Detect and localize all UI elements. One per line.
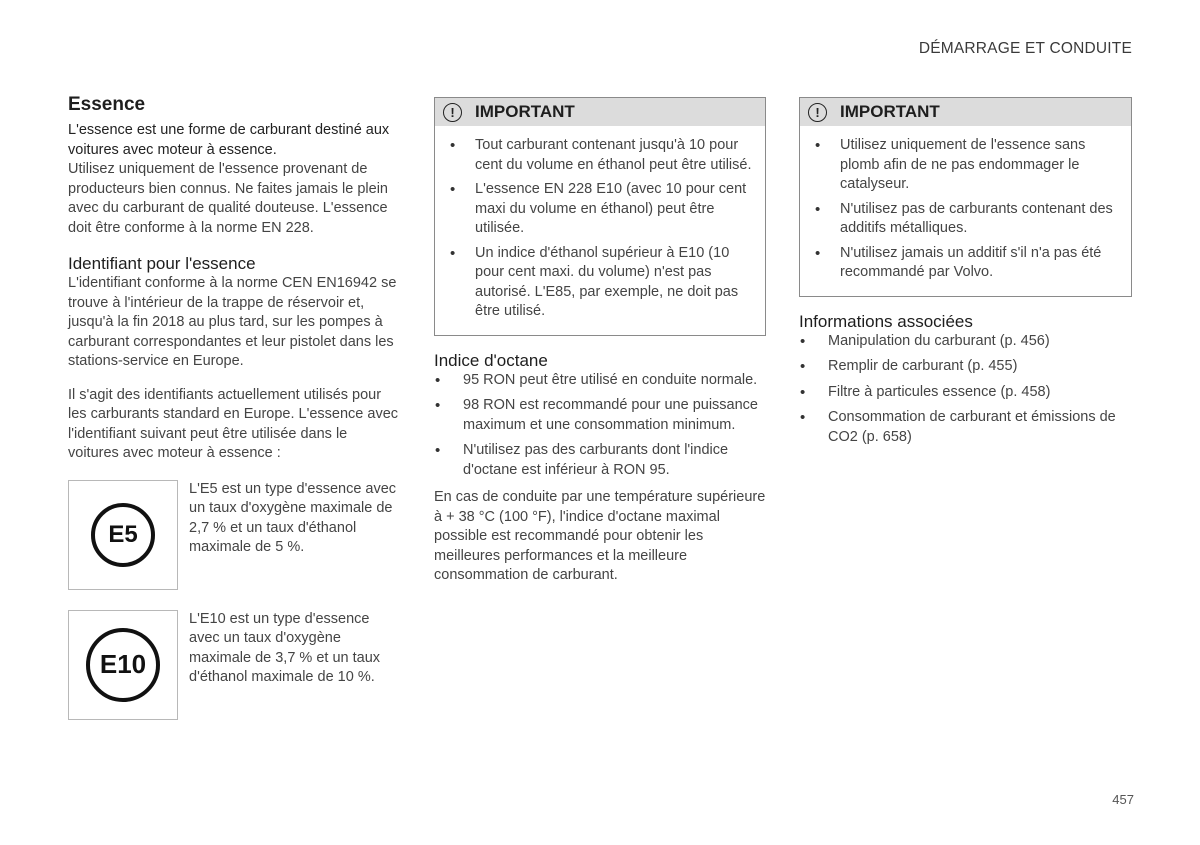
list-item: • Utilisez uniquement de l'essence sans plomb afin de ne pas endommager le catalyseur. [814,136,1121,195]
important-box [434,97,766,336]
important-list [435,126,765,335]
list-item: • 95 RON peut être utilisé en conduite normale. [434,371,766,391]
related-link[interactable]: • Consommation de carburant et émissions de CO2 (p. 658) [799,408,1132,447]
list-item: • L'essence EN 228 E10 (avec 10 pour cent maxi du volume en éthanol) peut être utilisée. [449,180,755,239]
important-title: IMPORTANT [475,102,575,121]
e10-badge-icon: E10 [86,628,160,702]
paragraph: Utilisez uniquement de l'essence provenant de producteurs bien connus. Ne faites jamais le plein avec du carburant de qualité douteuse. L'essence doit être conforme à la norme EN 228. [68,161,388,236]
intro-text: L'essence est une forme de carburant destiné aux voitures avec moteur à essence. [68,122,390,158]
e5-badge-icon: E5 [91,503,155,567]
list-item: • Tout carburant contenant jusqu'à 10 pour cent du volume en éthanol peut être utilisé. [449,136,755,175]
fuel-label-box [68,480,178,590]
fuel-description: L'E5 est un type d'essence avec un taux d'oxygène maximale de 2,7 % et un taux d'éthanol maximale de 5 %. [189,480,397,555]
column-octane [434,97,766,586]
paragraph: En cas de conduite par une température supérieure à + 38 °C (100 °F), l'indice d'octane maximal possible est recommandé pour obtenir les meilleures performances et la meilleure consommation de carburant. [434,489,766,583]
column-related [799,97,1132,453]
list-item: • N'utilisez pas de carburants contenant des additifs métalliques. [814,200,1121,239]
section-title: Essence [68,94,146,115]
fuel-label-box [68,610,178,720]
warning-icon: ! [443,103,462,122]
warning-icon: ! [808,103,827,122]
important-header [800,98,1131,126]
identifier-heading: Identifiant pour l'essence [68,254,256,273]
running-header: DÉMARRAGE ET CONDUITE [918,40,1132,57]
important-header [435,98,765,126]
column-essence [68,94,400,720]
important-box [799,97,1132,297]
fuel-e10-row [68,610,400,720]
page-number: 457 [1112,792,1134,807]
list-item: • Un indice d'éthanol supérieur à E10 (10 pour cent maxi. du volume) n'est pas autorisé. L'E85, par exemple, ne doit pas être utilisé. [449,244,755,322]
related-heading: Informations associées [799,311,973,331]
paragraph: Il s'agit des identifiants actuellement utilisés pour les carburants standard en Europe. L'essence avec l'identifiant suivant peut être utilisée dans le voitures avec moteur à essence : [68,386,399,461]
fuel-e5-row [68,480,400,590]
important-title: IMPORTANT [840,102,940,121]
related-link[interactable]: • Filtre à particules essence (p. 458) [799,383,1132,403]
important-list [800,126,1131,296]
list-item: • 98 RON est recommandé pour une puissance maximum et une consommation minimum. [434,396,766,435]
fuel-description: L'E10 est un type d'essence avec un taux d'oxygène maximale de 3,7 % et un taux d'éthanol maximale de 10 %. [189,610,381,685]
list-item: • N'utilisez pas des carburants dont l'indice d'octane est inférieur à RON 95. [434,441,766,480]
octane-heading: Indice d'octane [434,350,548,370]
related-link[interactable]: • Manipulation du carburant (p. 456) [799,332,1132,352]
paragraph: L'identifiant conforme à la norme CEN EN16942 se trouve à l'intérieur de la trappe de réservoir et, jusqu'à la fin 2018 au plus tard, sur les pompes à carburant correspondantes et leur pistolet dans les stations-service en Europe. [68,275,397,369]
related-links-list [799,332,1132,448]
related-link[interactable]: • Remplir de carburant (p. 455) [799,357,1132,377]
octane-list [434,371,766,481]
list-item: • N'utilisez jamais un additif s'il n'a pas été recommandé par Volvo. [814,244,1121,283]
